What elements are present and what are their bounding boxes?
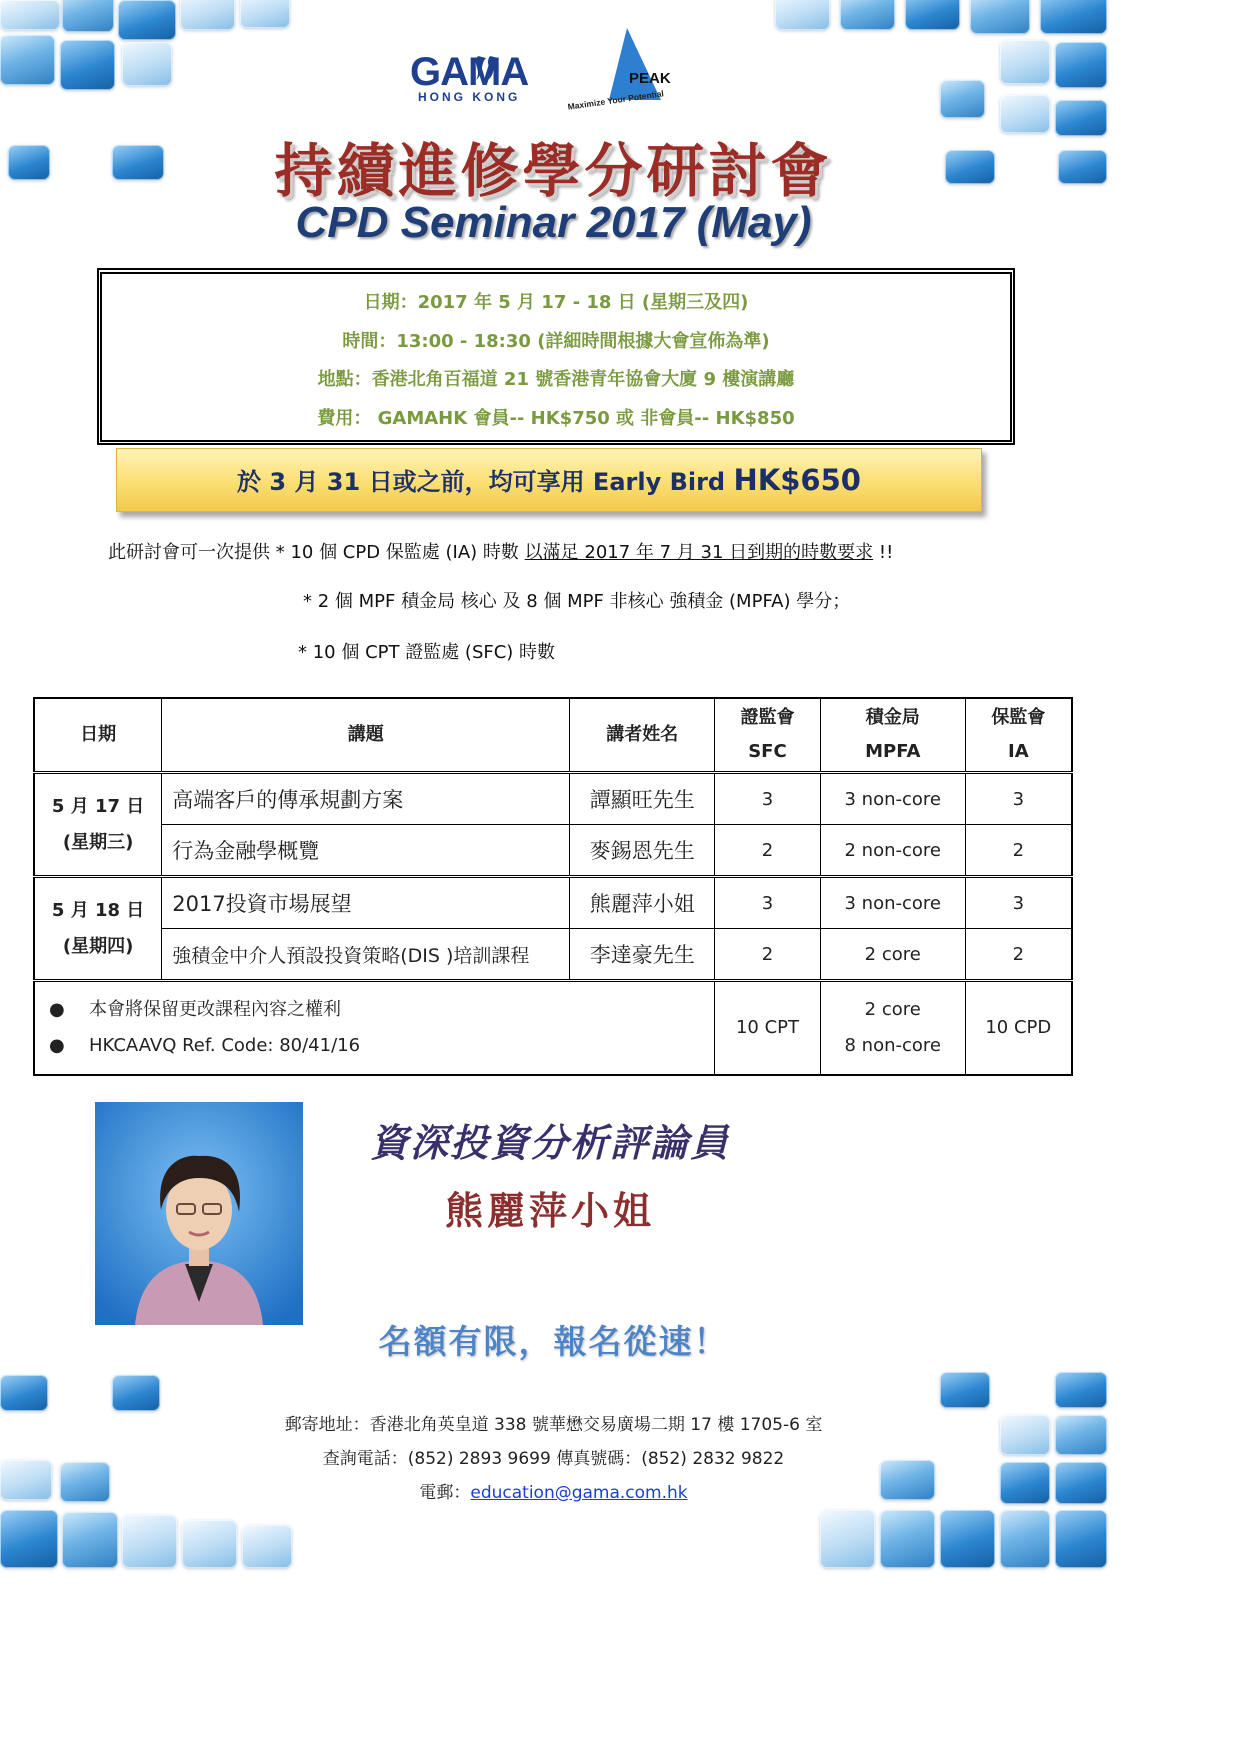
decor-tile: [1055, 1372, 1107, 1408]
decor-tile: [940, 80, 985, 118]
session-topic: 2017投資市場展望: [162, 877, 570, 929]
decor-tile: [1040, 0, 1107, 34]
header-topic: 講題: [162, 698, 570, 773]
early-bird-price: HK$650: [733, 463, 861, 497]
schedule-table: [33, 697, 1073, 1076]
decor-tile: [112, 1375, 160, 1411]
event-time: 時間：13:00 - 18:30 (詳細時間根據大會宣佈為準): [342, 331, 770, 352]
event-fee: 費用： GAMAHK 會員-- HK$750 或 非會員-- HK$850: [317, 408, 795, 429]
page-title: 持續進修學分研討會: [274, 137, 833, 205]
session-speaker: 李達豪先生: [570, 929, 715, 981]
gama-subtitle: HONG KONG: [418, 90, 521, 104]
decor-tile: [118, 0, 176, 40]
session-ia: 3: [965, 773, 1072, 825]
bullet-icon: ●: [49, 1035, 65, 1056]
decor-tile: [0, 1510, 58, 1568]
session-speaker: 熊麗萍小姐: [570, 877, 715, 929]
decor-tile: [0, 0, 60, 30]
credit-ia-deadline: 以滿足 2017 年 7 月 31 日到期的時數要求: [524, 542, 874, 563]
early-bird-text: 於 3 月 31 日或之前，均可享用 Early Bird: [237, 468, 734, 496]
event-date: 日期：2017 年 5 月 17 - 18 日 (星期三及四): [363, 292, 749, 313]
header-mpfa: 積金局 MPFA: [820, 698, 965, 773]
credit-line-mpfa: * 2 個 MPF 積金局 核心 及 8 個 MPF 非核心 強積金 (MPFA) 學分；: [303, 591, 851, 612]
decor-tile: [240, 0, 290, 28]
total-sfc: 10 CPT: [715, 981, 821, 1076]
peak-logo: [565, 28, 705, 120]
note-item: ● HKCAAVQ Ref. Code: 80/41/16: [49, 1028, 714, 1064]
session-speaker: 譚顯旺先生: [570, 773, 715, 825]
peak-wordmark: PEAK: [629, 70, 671, 87]
table-row: [34, 773, 1072, 825]
decor-tile: [970, 0, 1030, 34]
early-bird-banner: [116, 448, 982, 512]
decor-tile: [1000, 40, 1050, 84]
decor-tile: [60, 40, 115, 90]
session-sfc: 2: [715, 929, 821, 981]
header-sfc: 證監會 SFC: [715, 698, 821, 773]
session-mpfa: 2 non-core: [820, 825, 965, 877]
credit-line-ia: [108, 538, 893, 564]
page-subtitle: CPD Seminar 2017 (May): [295, 198, 812, 247]
decor-tile: [940, 1510, 995, 1568]
decor-tile: [1000, 1510, 1050, 1568]
day-date-cell: 5 月 18 日 (星期四): [34, 877, 162, 981]
note-item: ● 本會將保留更改課程內容之權利: [49, 992, 714, 1028]
decor-tile: [775, 0, 830, 30]
bullet-icon: ●: [49, 999, 65, 1020]
session-sfc: 3: [715, 877, 821, 929]
total-mpfa: 2 core 8 non-core: [820, 981, 965, 1076]
contact-email-line: [0, 1478, 1107, 1503]
decor-tile: [820, 1510, 875, 1568]
header-date: 日期: [34, 698, 162, 773]
session-topic: 行為金融學概覽: [162, 825, 570, 877]
contact-email-link[interactable]: education@gama.com.hk: [470, 1483, 688, 1503]
session-mpfa: 3 non-core: [820, 877, 965, 929]
speaker-portrait-icon: [95, 1102, 303, 1325]
session-speaker: 麥錫恩先生: [570, 825, 715, 877]
table-row: [34, 929, 1072, 981]
table-notes: [34, 981, 715, 1076]
decor-tile: [62, 1512, 118, 1568]
decor-tile: [180, 0, 235, 30]
decor-tile: [880, 1510, 935, 1568]
gama-logo: [410, 50, 545, 110]
speaker-role: 資深投資分析評論員: [369, 1120, 730, 1165]
contact-phone-fax: 查詢電話：(852) 2893 9699 傳真號碼：(852) 2832 9822: [322, 1449, 785, 1469]
credit-ia-suffix: !!: [873, 542, 894, 563]
day-date-cell: 5 月 17 日 (星期三): [34, 773, 162, 877]
credit-line-sfc: * 10 個 CPT 證監處 (SFC) 時數: [298, 642, 556, 663]
session-ia: 2: [965, 929, 1072, 981]
decor-tile: [905, 0, 960, 30]
decor-tile: [1055, 1510, 1107, 1568]
table-header-row: [34, 698, 1072, 773]
decor-tile: [122, 1515, 177, 1568]
decor-tile: [0, 35, 55, 85]
speaker-name: 熊麗萍小姐: [444, 1188, 655, 1233]
decor-tile: [182, 1520, 237, 1568]
session-mpfa: 2 core: [820, 929, 965, 981]
table-row: [34, 877, 1072, 929]
session-ia: 2: [965, 825, 1072, 877]
event-info-box: [97, 268, 1015, 445]
contact-address: 郵寄地址：香港北角英皇道 338 號華懋交易廣場二期 17 樓 1705-6 室: [284, 1415, 823, 1435]
session-ia: 3: [965, 877, 1072, 929]
gama-wordmark: GAMA: [410, 50, 529, 94]
decor-tile: [122, 42, 172, 86]
header-ia: 保監會 IA: [965, 698, 1072, 773]
decor-tile: [840, 0, 895, 30]
decor-tile: [242, 1525, 292, 1568]
table-row: [34, 825, 1072, 877]
session-mpfa: 3 non-core: [820, 773, 965, 825]
session-topic: 強積金中介人預設投資策略(DIS )培訓課程: [162, 929, 570, 981]
decor-tile: [62, 0, 114, 32]
call-to-action: 名額有限，報名從速！: [378, 1322, 729, 1361]
speaker-photo: [95, 1102, 303, 1325]
session-sfc: 2: [715, 825, 821, 877]
total-ia: 10 CPD: [965, 981, 1072, 1076]
contact-email-label: 電郵：: [419, 1483, 471, 1503]
table-totals-row: [34, 981, 1072, 1076]
credit-ia-prefix: 此研討會可一次提供 * 10 個 CPD 保監處 (IA) 時數: [108, 542, 525, 563]
header-speaker: 講者姓名: [570, 698, 715, 773]
decor-tile: [0, 1375, 48, 1411]
peak-tagline: Maximize Your Potential: [566, 88, 665, 112]
session-sfc: 3: [715, 773, 821, 825]
event-venue: 地點：香港北角百福道 21 號香港青年協會大廈 9 樓演講廳: [317, 369, 795, 390]
session-topic: 高端客戶的傳承規劃方案: [162, 773, 570, 825]
decor-tile: [1055, 42, 1107, 88]
decor-tile: [940, 1372, 990, 1408]
